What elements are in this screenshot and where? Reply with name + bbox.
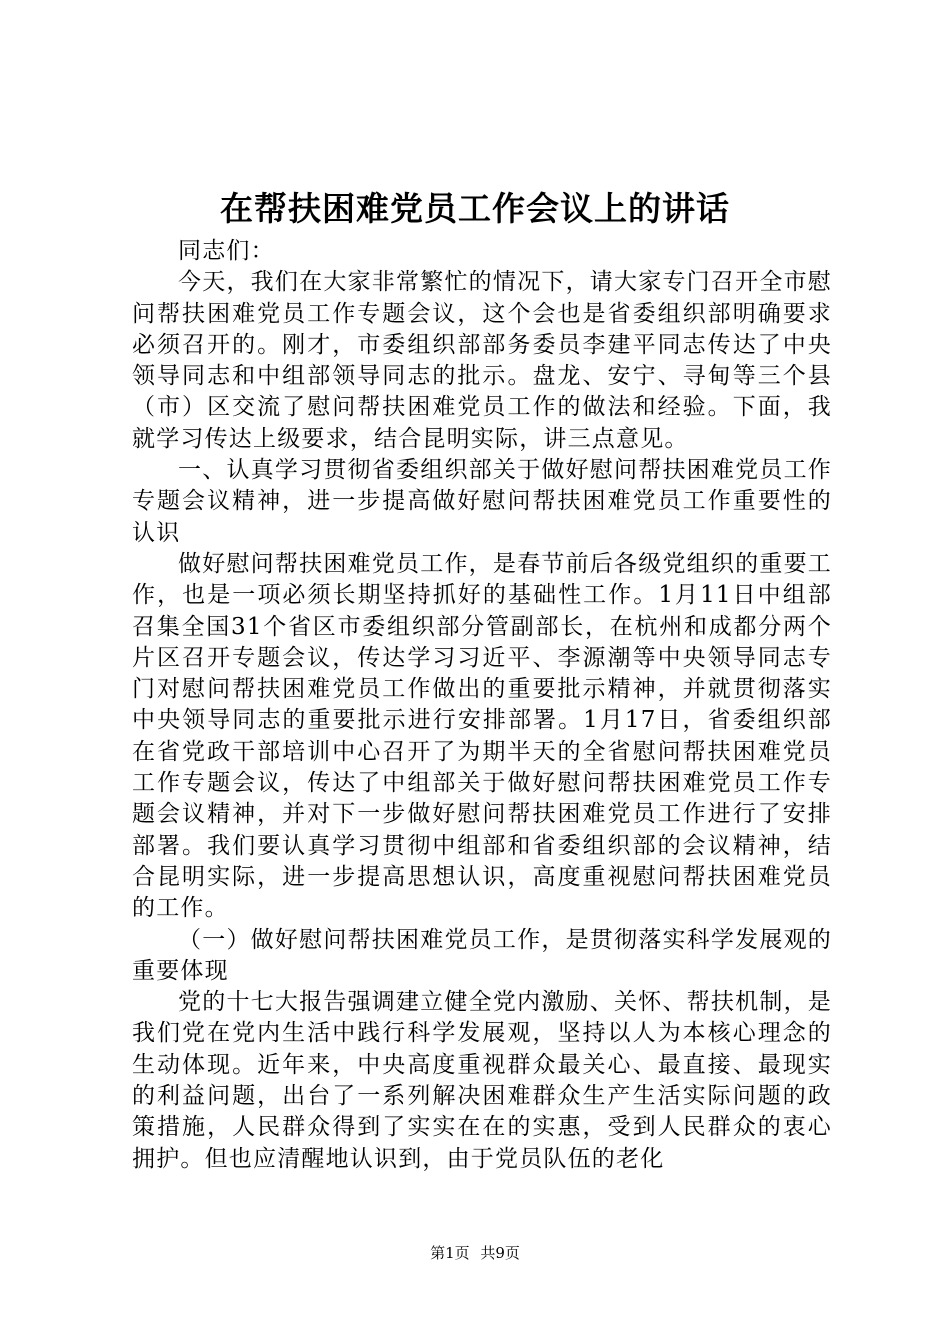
page-number: 第1页 [430,1244,470,1262]
subsection-heading-1: （一）做好慰问帮扶困难党员工作，是贯彻落实科学发展观的重要体现 [132,926,832,984]
page-total: 共9页 [480,1244,520,1262]
paragraph-section-1: 做好慰问帮扶困难党员工作，是春节前后各级党组织的重要工作，也是一项必须长期坚持抓好的基础性工作。1月11日中组部召集全国31个省区市委组织部分管副部长，在杭州和成都分两个片区召开专题会议，传达学习习近平、李源潮等中央领导同志专门对慰问帮扶困难党员工作做出的重要批示精神，并就贯彻落实中央领导同志的重要批示进行安排部署。1月17日，省委组织部在省党政干部培训中心召开了为期半天的全省慰问帮扶困难党员工作专题会议，传达了中组部关于做好慰问帮扶困难党员工作专题会议精神，并对下一步做好慰问帮扶困难党员工作进行了安排部署。我们要认真学习贯彻中组部和省委组织部的会议精神，结合昆明实际，进一步提高思想认识，高度重视慰问帮扶困难党员的工作。 [132,550,832,922]
document-body [132,236,832,1175]
paragraph-salutation: 同志们： [178,238,275,264]
section-heading-1: 一、认真学习贯彻省委组织部关于做好慰问帮扶困难党员工作专题会议精神，进一步提高做好慰问帮扶困难党员工作重要性的认识 [132,457,832,546]
paragraph-intro: 今天，我们在大家非常繁忙的情况下，请大家专门召开全市慰问帮扶困难党员工作专题会议，这个会也是省委组织部明确要求必须召开的。刚才，市委组织部部务委员李建平同志传达了中央领导同志和中组部领导同志的批示。盘龙、安宁、寻甸等三个县（市）区交流了慰问帮扶困难党员工作的做法和经验。下面，我就学习传达上级要求，结合昆明实际，讲三点意见。 [132,269,832,452]
paragraph-subsection-1: 党的十七大报告强调建立健全党内激励、关怀、帮扶机制，是我们党在党内生活中践行科学发展观，坚持以人为本核心理念的生动体现。近年来，中央高度重视群众最关心、最直接、最现实的利益问题，出台了一系列解决困难群众生产生活实际问题的政策措施，人民群众得到了实实在在的实惠，受到人民群众的衷心拥护。但也应清醒地认识到，由于党员队伍的老化 [132,989,832,1172]
page-footer [0,1243,950,1263]
document-title: 在帮扶困难党员工作会议上的讲话 [220,189,730,228]
